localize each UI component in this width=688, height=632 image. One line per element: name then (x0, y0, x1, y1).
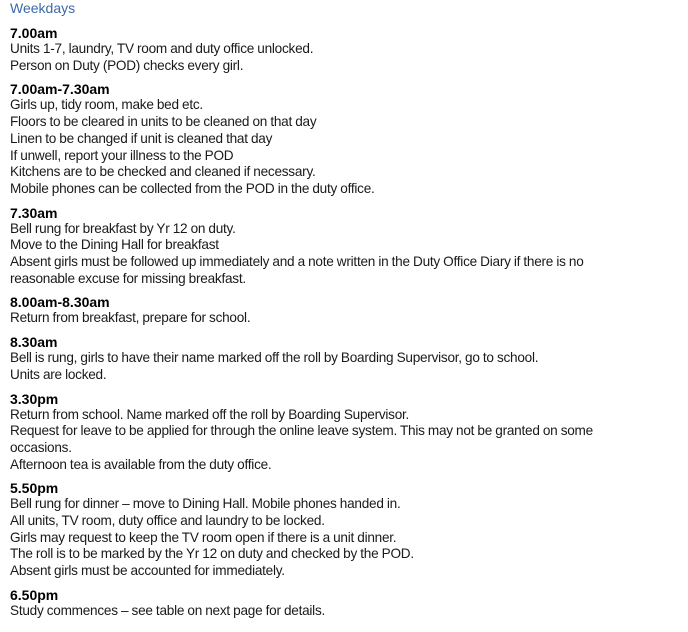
schedule-section (10, 25, 678, 74)
schedule-section (10, 334, 678, 383)
schedule-section (10, 294, 678, 327)
schedule-list (10, 25, 678, 620)
section-time: 5.50pm (10, 480, 59, 497)
page-heading: Weekdays (10, 0, 76, 16)
section-line: Linen to be changed if unit is cleaned that day (10, 130, 273, 146)
section-line: The roll is to be marked by the Yr 12 on duty and checked by the POD. (10, 546, 414, 562)
section-time: 8.00am-8.30am (10, 294, 110, 311)
section-line: Absent girls must be accounted for immediately. (10, 563, 285, 579)
section-line: Girls up, tidy room, make bed etc. (10, 97, 203, 113)
section-line: Floors to be cleared in units to be cleaned on that day (10, 114, 317, 130)
section-line: All units, TV room, duty office and laundry to be locked. (10, 513, 325, 529)
section-line: reasonable excuse for missing breakfast. (10, 270, 246, 286)
schedule-section (10, 205, 678, 288)
section-time: 7.30am (10, 204, 58, 221)
section-line: Afternoon tea is available from the duty office. (10, 456, 272, 472)
section-line: Bell rung for dinner – move to Dining Hall. Mobile phones handed in. (10, 496, 401, 512)
section-line: Girls may request to keep the TV room open if there is a unit dinner. (10, 529, 397, 545)
section-line: If unwell, report your illness to the POD (10, 147, 234, 163)
schedule-section (10, 81, 678, 197)
section-line: Mobile phones can be collected from the POD in the duty office. (10, 180, 375, 196)
section-time: 7.00am (10, 25, 58, 41)
section-line: Request for leave to be applied for through the online leave system. This may not be granted on some (10, 423, 593, 439)
section-line: Absent girls must be followed up immediately and a note written in the Duty Office Diary if there is no (10, 254, 584, 270)
section-line: Return from school. Name marked off the roll by Boarding Supervisor. (10, 406, 410, 422)
schedule-section (10, 587, 678, 620)
section-line: Study commences – see table on next page for details. (10, 602, 326, 618)
section-line: Person on Duty (POD) checks every girl. (10, 57, 244, 73)
section-line: Units 1-7, laundry, TV room and duty office unlocked. (10, 41, 314, 56)
section-time: 8.30am (10, 334, 58, 351)
section-time: 3.30pm (10, 390, 59, 407)
schedule-section (10, 391, 678, 474)
section-line: Return from breakfast, prepare for school. (10, 310, 251, 326)
section-time: 7.00am-7.30am (10, 81, 110, 98)
section-line: Bell is rung, girls to have their name marked off the roll by Boarding Supervisor, go to school. (10, 350, 539, 366)
section-line: Kitchens are to be checked and cleaned if necessary. (10, 164, 316, 180)
section-line: Units are locked. (10, 366, 107, 382)
section-time: 6.50pm (10, 586, 59, 603)
section-line: Bell rung for breakfast by Yr 12 on duty. (10, 220, 236, 236)
section-line: Move to the Dining Hall for breakfast (10, 237, 219, 253)
schedule-section (10, 480, 678, 580)
section-line: occasions. (10, 439, 72, 455)
